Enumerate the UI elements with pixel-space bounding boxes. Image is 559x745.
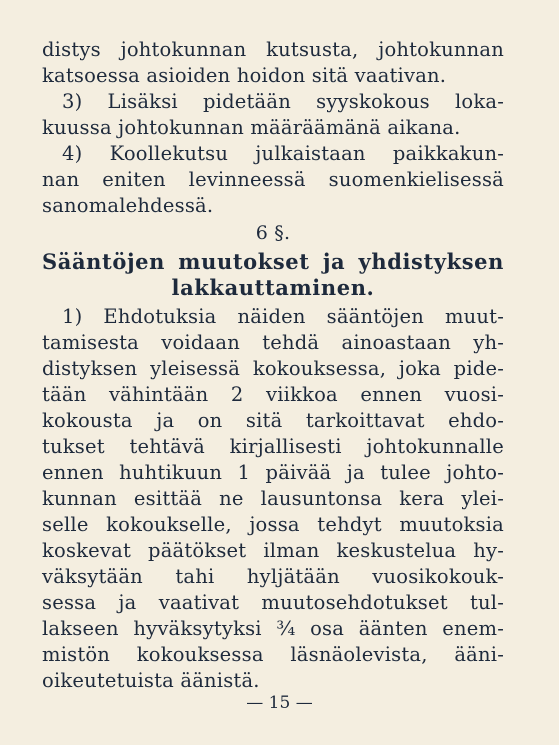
section-number: 6 §. — [255, 222, 291, 244]
text-line: sanomalehdessä. — [42, 194, 214, 217]
text-line: tukset tehtävä kirjallisesti johtokunnalle — [42, 435, 504, 458]
text-line: distyksen yleisessä kokouksessa, joka pide- — [42, 357, 504, 380]
text-line: kunnan esittää ne lausuntonsa kera ylei- — [42, 487, 504, 510]
text-line: kuussa johtokunnan määräämänä aikana. — [42, 116, 461, 139]
text-line: selle kokoukselle, jossa tehdyt muutoksia — [42, 513, 504, 536]
text-line: lakseen hyväksytyksi ¾ osa äänten enem- — [42, 617, 504, 640]
text-line: oikeutetuista äänistä. — [42, 669, 260, 692]
text-line: ennen huhtikuun 1 päivää ja tulee johto- — [42, 461, 504, 484]
text-line: 4) Koollekutsu julkaistaan paikkakun- — [62, 142, 504, 165]
section-heading: Sääntöjen muutokset ja yhdistyksen — [42, 249, 504, 274]
text-line: väksytään tahi hyljätään vuosikokouk- — [42, 565, 504, 588]
text-line: distys johtokunnan kutsusta, johtokunnan — [42, 38, 504, 61]
text-line: nan eniten levinneessä suomenkielisessä — [42, 168, 504, 191]
text-line: sessa ja vaativat muutosehdotukset tul- — [42, 591, 504, 614]
text-line: koskevat päätökset ilman keskustelua hy- — [42, 539, 504, 562]
text-line: tään vähintään 2 viikkoa ennen vuosi- — [42, 383, 504, 406]
text-line: tamisesta voidaan tehdä ainoastaan yh- — [42, 331, 504, 354]
text-line: kokousta ja on sitä tarkoittavat ehdo- — [42, 409, 504, 432]
text-line: katsoessa asioiden hoidon sitä vaativan. — [42, 64, 447, 87]
text-line: 3) Lisäksi pidetään syyskokous loka- — [62, 90, 504, 113]
text-line: 1) Ehdotuksia näiden sääntöjen muut- — [62, 305, 504, 328]
page-number: — 15 — — [246, 693, 313, 713]
text-line: mistön kokouksessa läsnäolevista, ääni- — [42, 643, 504, 666]
section-heading: lakkauttaminen. — [171, 275, 375, 300]
